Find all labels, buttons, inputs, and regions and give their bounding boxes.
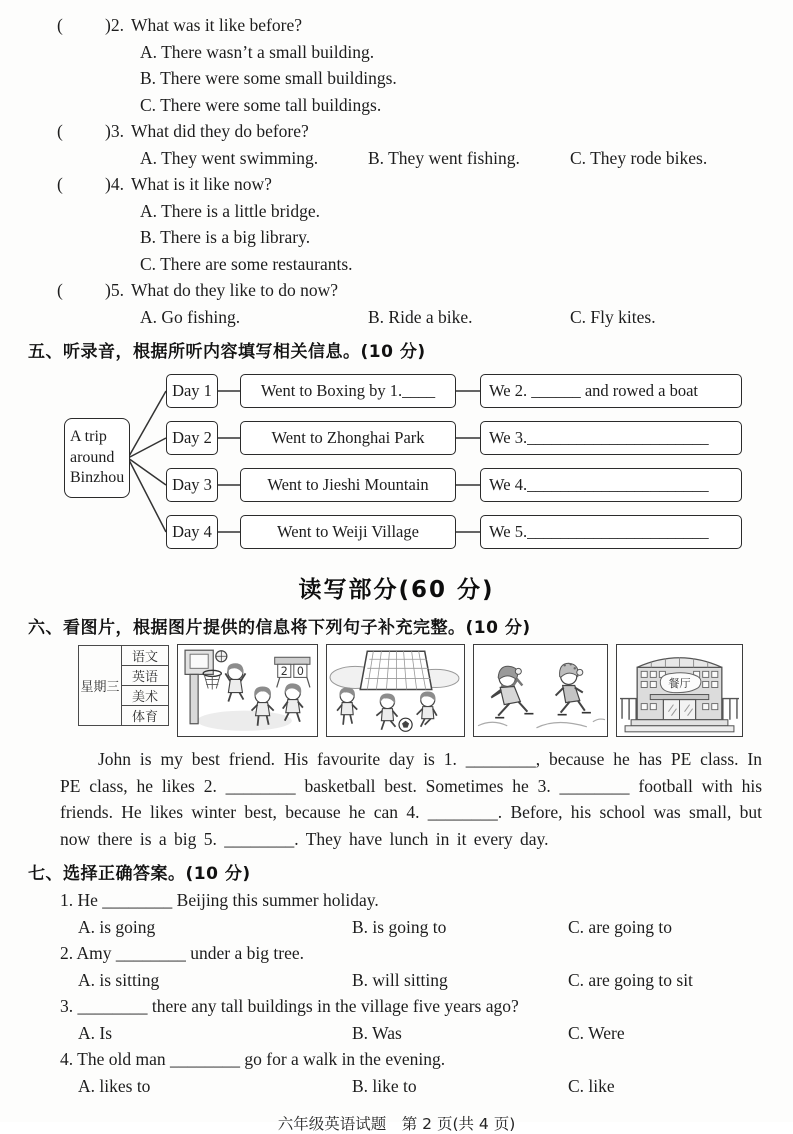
question-text: What is it like now? [130,174,272,194]
svg-text:2: 2 [280,664,288,678]
ice-skating-image [473,644,608,737]
option-b: B. There were some small buildings. [140,68,397,88]
football [399,718,412,731]
timetable-day: 星期三 [79,646,122,726]
section6-header: 六、看图片，根据图片提供的信息将下列句子补充完整。(10 分) [28,618,531,638]
mcq-question-3-options [0,1020,793,1047]
question-2-options [0,39,793,119]
option-b: B. Ride a bike. [368,306,473,327]
day3-box: Day 3 [166,468,218,502]
football-image [326,644,465,737]
option-a: A. is sitting [78,969,160,990]
entrance-door [663,700,695,720]
option-c: C. Fly kites. [570,306,656,327]
option-c: C. are going to [568,916,673,937]
scoreboard [275,657,310,687]
diagram-root-box [64,418,130,498]
day1-box: Day 1 [166,374,218,408]
paren-open: ( [57,280,63,300]
reading-writing-part-title: 读写部分(60 分) [298,577,495,603]
kid-left [337,687,357,724]
section7-header: 七、选择正确答案。(10 分) [28,864,251,884]
mcq-question-4-options [0,1073,793,1100]
choice-section [0,887,793,1099]
day3-result-box: We 4.______________________ [480,468,742,502]
option-c: C. are going to sit [568,969,693,990]
canteen-image [616,644,743,737]
cloze-paragraph: John is my best friend. His favourite day is 1. ________, because he has PE class. In PE class, he likes 2. ________ basketball best. Sometimes he 3. ________ football with his friends. He likes winter best, because he can 4. ________. Before, his school was small, but now there is a big 5. ________. They have lunch in it every day. [60,749,762,849]
mcq-question-3: 3. ________ there any tall buildings in the village five years ago? [60,996,519,1016]
step-lower [625,726,734,732]
question-number: )5. [105,280,124,300]
day2-box: Day 2 [166,421,218,455]
awning [650,695,708,700]
question-5-options [0,304,793,331]
timetable-subject: 体育 [122,706,169,726]
paren-open: ( [57,121,63,141]
goal-net [360,651,432,689]
paren-open: ( [57,174,63,194]
question-number: )3. [105,121,124,141]
mcq-question-2: 2. Amy ________ under a big tree. [60,943,304,963]
option-b: B. is going to [352,916,447,937]
question-text: What do they like to do now? [130,280,338,300]
skater-right [556,663,591,715]
timetable-subject: 美术 [122,686,169,706]
timetable-subject: 语文 [122,646,169,666]
day1-activity-box: Went to Boxing by 1.____ [240,374,456,408]
root-line: around [70,448,115,466]
svg-text:0: 0 [296,664,304,678]
mcq-question-1-options [0,914,793,941]
question-text: What did they do before? [130,121,309,141]
kid-dunking [225,663,245,701]
kid-middle [376,694,397,730]
day4-result-box: We 5.______________________ [480,515,742,549]
day3-activity-box: Went to Jieshi Mountain [240,468,456,502]
motion-lines [478,719,605,728]
question-number: )4. [105,174,124,194]
option-b: B. They went fishing. [368,147,520,168]
mcq-question-1: 1. He ________ Beijing this summer holiday. [60,890,379,910]
kid-right [417,692,437,727]
option-b: B. will sitting [352,969,448,990]
question-5 [0,277,793,304]
root-line: A trip [70,427,107,445]
question-text: What was it like before? [130,15,302,35]
question-number: )2. [105,15,124,35]
option-c: C. like [568,1075,615,1096]
root-line: Binzhou [70,469,125,487]
option-a: A. They went swimming. [140,147,319,168]
option-b: B. There is a big library. [140,227,311,247]
timetable [78,645,169,726]
paren-open: ( [57,15,63,35]
option-c: C. There were some tall buildings. [140,94,382,115]
day1-result-box: We 2. ______ and rowed a boat [480,374,742,408]
day4-activity-box: Went to Weiji Village [240,515,456,549]
question-2 [0,12,793,39]
timetable-subject: 英语 [122,666,169,686]
option-c: C. Were [568,1022,625,1043]
section5-header: 五、听录音，根据所听内容填写相关信息。(10 分) [28,342,426,362]
option-a: A. Is [78,1022,113,1043]
option-a: A. There is a little bridge. [140,200,320,221]
day2-activity-box: Went to Zhonghai Park [240,421,456,455]
canteen-sign-plate [660,673,701,693]
option-b: B. Was [352,1022,402,1043]
mcq-question-4: 4. The old man ________ go for a walk in the evening. [60,1049,446,1069]
option-c: C. There are some restaurants. [140,253,353,274]
basketball-image [177,644,318,737]
day2-result-box: We 3.______________________ [480,421,742,455]
question-4-options [0,198,793,278]
option-b: B. like to [352,1075,417,1096]
step-upper [631,720,728,726]
listening-questions-section [0,12,793,330]
skater-left [491,666,533,717]
option-c: C. They rode bikes. [570,147,708,168]
option-a: A. There wasn’t a small building. [140,41,375,62]
svg-text:餐厅: 餐厅 [668,676,691,690]
trip-diagram [62,370,762,556]
day4-box: Day 4 [166,515,218,549]
page-footer: 六年级英语试题 第 2 页(共 4 页) [277,1115,516,1133]
option-a: A. is going [78,916,156,937]
question-3 [0,118,793,145]
question-4 [0,171,793,198]
option-a: A. Go fishing. [140,306,241,327]
option-a: A. likes to [78,1075,151,1096]
picture-strip [78,644,793,737]
question-3-options [0,145,793,172]
mcq-question-2-options [0,967,793,994]
